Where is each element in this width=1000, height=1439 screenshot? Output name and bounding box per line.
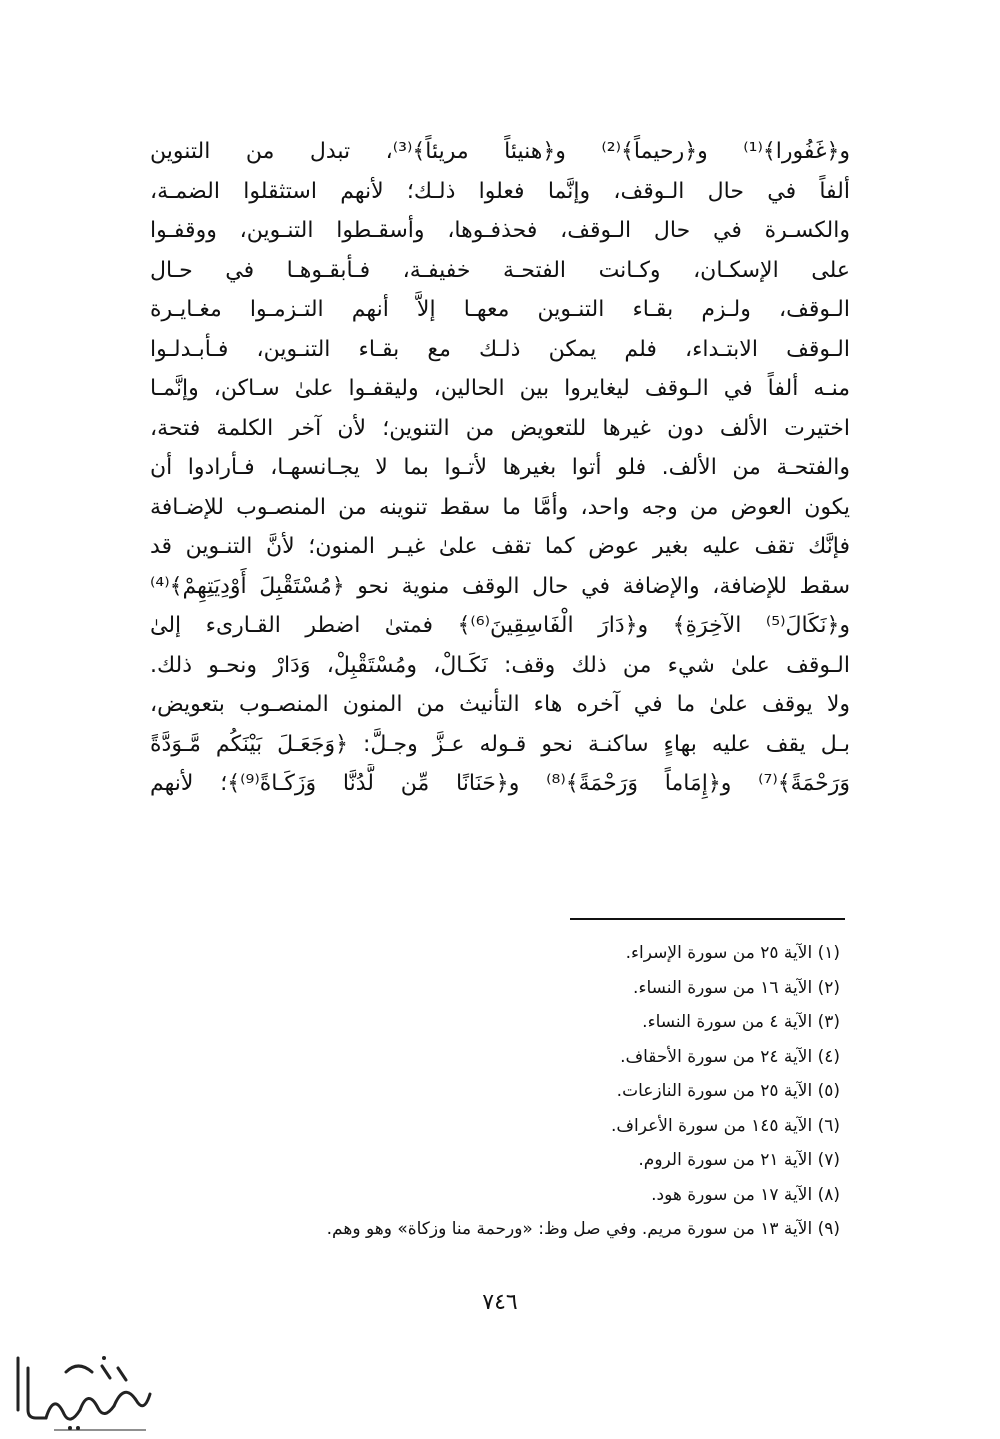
text-line-7: منـه ألفاً في الـوقف ليغايروا بين الحالين، وليقفـوا علىٰ سـاكن، وإنَّمـا — [150, 376, 850, 401]
text-line-1: و﴿غَفُورا﴾⁽¹⁾ و﴿رحيماً﴾⁽²⁾ و﴿هنيئاً مريئاً﴾⁽³⁾، تبدل من التنوين — [150, 139, 850, 164]
text-line-5: الـوقف، ولـزم بقـاء التنـوين معهـا إلاَّ أنهم التـزمـوا مغـايـرة — [150, 297, 850, 322]
text-line-4: على الإسكـان، وكـانت الفتحـة خفيفـة، فـأبقـوهـا في حـال — [150, 257, 850, 283]
text-line-13: و﴿نَكَالَ⁽⁵⁾ الآخِرَةِ﴾ و﴿دَارَ الْفَاسِقِينَ⁽⁶⁾﴾ فمتىٰ اضطر القـارىء إلىٰ — [150, 613, 850, 638]
text-line-16: بـل يقف عليه بهاءٍ ساكنـة نحو قـوله عـزَّ وجـلَّ: ﴿وَجَعَـلَ بَيْنَكُم مَّـوَدَّةً — [150, 731, 850, 757]
footnote-5: (٥) الآية ٢٥ من سورة النازعات. — [616, 1081, 840, 1101]
footnote-7: (٧) الآية ٢١ من سورة الروم. — [638, 1150, 840, 1170]
text-line-9: والفتحـة من الألف. فلو أتوا بغيرها لأتـوا بما لا يجـانسهـا، فـأرادوا أن — [150, 455, 850, 480]
page-number: ٧٤٦ — [482, 1290, 518, 1315]
text-line-11: فإنَّك تقف عليه بغير عوض كما تقف علىٰ غيـر المنون؛ لأنَّ التنـوين قد — [150, 534, 850, 559]
footnote-2: (٢) الآية ١٦ من سورة النساء. — [633, 977, 840, 998]
footnote-9: (٩) الآية ١٣ من سورة مريم. وفي صل وظ: «ورحمة منا وزكاة» وهو وهم. — [326, 1219, 840, 1239]
text-line-3: والكسـرة في حال الـوقف، فحذفـوها، وأسقـطوا التنـوين، ووقفـوا — [150, 218, 850, 243]
text-line-2: ألفاً في حال الـوقف، وإنَّما فعلوا ذلـك؛ لأنهم استثقلوا الضمـة، — [150, 178, 850, 204]
footnote-4: (٤) الآية ٢٤ من سورة الأحقاف. — [620, 1046, 840, 1067]
footnote-8: (٨) الآية ١٧ من سورة هود. — [651, 1184, 840, 1205]
footnote-6: (٦) الآية ١٤٥ من سورة الأعراف. — [611, 1115, 840, 1136]
footnote-divider — [570, 918, 845, 920]
text-line-14: الـوقف علىٰ شيء من ذلك وقف: نَكَـالْ، ومُسْتَقْبِلْ، وَدَارْ ونحـو ذلك. — [150, 652, 850, 678]
calligraphy-stamp-icon — [6, 1348, 156, 1433]
text-line-8: اختيرت الألف دون غيرها للتعويض من التنوين؛ لأن آخر الكلمة فتحة، — [150, 415, 850, 441]
text-line-6: الـوقف الابتـداء، فلم يمكن ذلـك مع بقـاء التنـوين، فـأبـدلـوا — [150, 336, 850, 362]
footnote-3: (٣) الآية ٤ من سورة النساء. — [642, 1012, 840, 1032]
footnote-1: (١) الآية ٢٥ من سورة الإسراء. — [625, 943, 840, 963]
text-line-10: يكون العوض من وجه واحد، وأمَّا ما سقط تنوينه من المنصـوب للإضـافة — [150, 494, 850, 520]
text-line-12: سقط للإضافة، والإضافة في حال الوقف منوية نحو ﴿مُسْتَقْبِلَ أَوْدِيَتِهِمْ﴾⁽⁴⁾ — [150, 573, 850, 599]
text-line-17: وَرَحْمَةً﴾⁽⁷⁾ و﴿إِمَاماً وَرَحْمَةً﴾⁽⁸⁾ و﴿حَنَانًا مِّن لَّدُنَّا وَزَكَـاةً⁽⁹⁾﴾؛ لأنهم — [150, 771, 850, 796]
footnotes — [150, 936, 840, 1247]
main-text — [150, 132, 850, 804]
text-line-15: ولا يوقف علىٰ ما في آخره هاء التأنيث من المنون المنصـوب بتعويض، — [150, 692, 850, 717]
